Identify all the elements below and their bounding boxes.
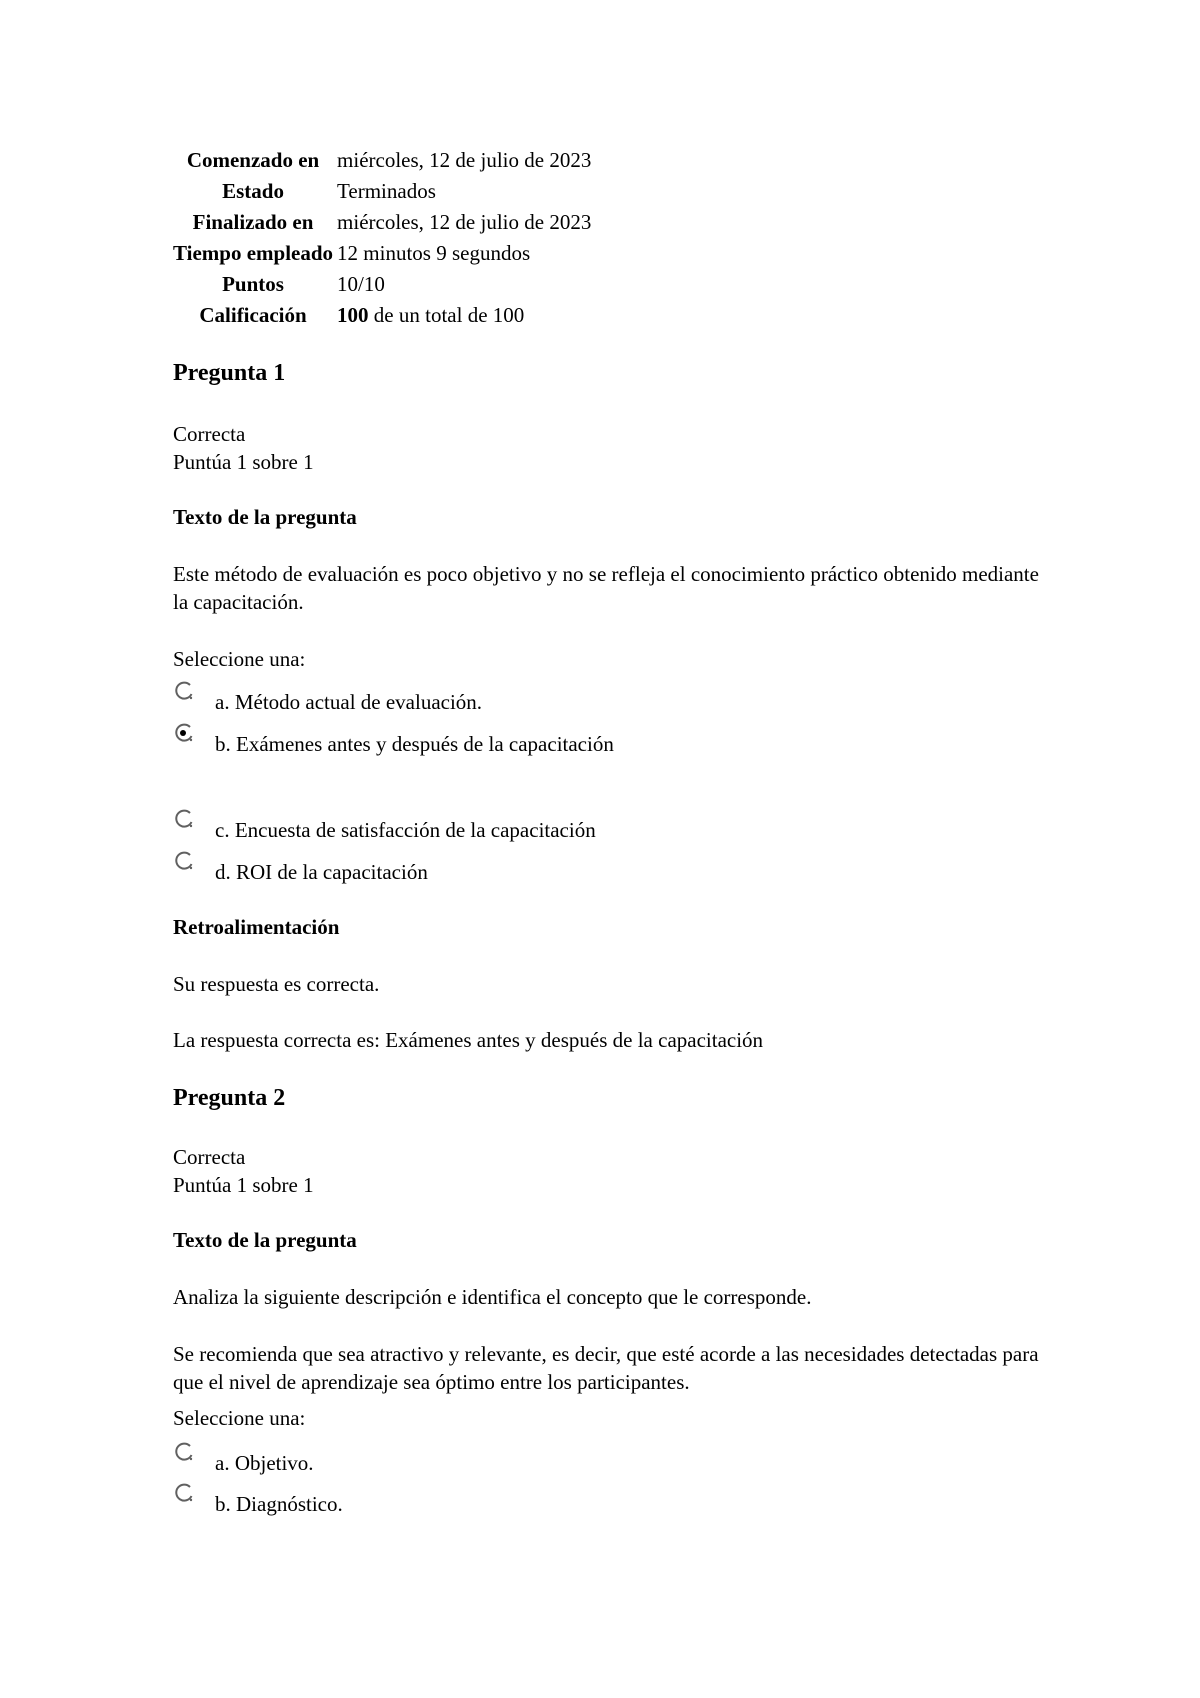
- question-1-text: Este método de evaluación es poco objetivo y no se refleja el conocimiento práctico obtenido mediante la capacitación.: [173, 562, 1039, 614]
- question-1-feedback: Su respuesta es correcta.: [173, 972, 380, 996]
- question-1-option-d[interactable]: [173, 850, 428, 884]
- summary-row-time-taken: [173, 238, 591, 269]
- question-1-score: Puntúa 1 sobre 1: [173, 450, 314, 474]
- attempt-summary-table: [173, 145, 591, 331]
- question-2-text: Analiza la siguiente descripción e identifica el concepto que le corresponde.: [173, 1285, 812, 1309]
- option-label: a. Método actual de evaluación.: [215, 690, 483, 714]
- question-1-text-heading: Texto de la pregunta: [173, 505, 357, 529]
- radio-unselected-icon[interactable]: [173, 1441, 195, 1463]
- summary-row-points: [173, 269, 591, 300]
- question-2-description: Se recomienda que sea atractivo y relevante, es decir, que esté acorde a las necesidades detectadas para que el nivel de aprendizaje sea óptimo entre los participantes.: [173, 1342, 1039, 1394]
- radio-unselected-icon[interactable]: [173, 808, 195, 830]
- option-label: c. Encuesta de satisfacción de la capacitación: [215, 818, 596, 842]
- question-1-feedback-heading: Retroalimentación: [173, 915, 340, 939]
- question-1-status: Correcta: [173, 422, 246, 446]
- summary-row-finished: [173, 207, 591, 238]
- summary-value: Terminados: [337, 179, 436, 203]
- summary-label: Tiempo empleado: [173, 241, 334, 265]
- summary-row-started: [173, 145, 591, 176]
- question-2-option-b[interactable]: [173, 1482, 343, 1516]
- summary-value: 10/10: [337, 272, 385, 296]
- summary-value: 12 minutos 9 segundos: [337, 241, 531, 265]
- grade-total: de un total de 100: [368, 303, 525, 327]
- option-label: b. Exámenes antes y después de la capacitación: [215, 732, 614, 756]
- question-1-option-c[interactable]: [173, 808, 596, 842]
- option-label: b. Diagnóstico.: [215, 1492, 343, 1516]
- question-1-title: Pregunta 1: [173, 360, 286, 386]
- question-1-correct-answer: La respuesta correcta es: Exámenes antes y después de la capacitación: [173, 1028, 764, 1052]
- grade-value: 100: [337, 303, 369, 327]
- question-2-status: Correcta: [173, 1145, 246, 1169]
- question-2-score: Puntúa 1 sobre 1: [173, 1173, 314, 1197]
- summary-label: Calificación: [199, 303, 307, 327]
- question-1-option-a[interactable]: [173, 680, 482, 714]
- question-1-select-prompt: Seleccione una:: [173, 647, 306, 671]
- summary-label: Comenzado en: [186, 148, 320, 172]
- question-2-text-heading: Texto de la pregunta: [173, 1228, 357, 1252]
- option-label: d. ROI de la capacitación: [215, 860, 428, 884]
- radio-selected-icon[interactable]: [173, 722, 195, 744]
- question-2-option-a[interactable]: [173, 1441, 314, 1475]
- radio-unselected-icon[interactable]: [173, 850, 195, 872]
- radio-unselected-icon[interactable]: [173, 1482, 195, 1504]
- summary-label: Finalizado en: [192, 210, 314, 234]
- question-2-select-prompt: Seleccione una:: [173, 1406, 306, 1430]
- question-2-title: Pregunta 2: [173, 1085, 286, 1111]
- summary-label: Puntos: [222, 272, 284, 296]
- question-1-option-b[interactable]: [173, 722, 614, 756]
- summary-label: Estado: [222, 179, 284, 203]
- summary-row-grade: [173, 300, 591, 331]
- summary-value: [337, 300, 591, 331]
- radio-unselected-icon[interactable]: [173, 680, 195, 702]
- summary-value: miércoles, 12 de julio de 2023: [337, 148, 592, 172]
- summary-value: miércoles, 12 de julio de 2023: [337, 210, 592, 234]
- summary-row-state: [173, 176, 591, 207]
- option-label: a. Objetivo.: [215, 1451, 314, 1475]
